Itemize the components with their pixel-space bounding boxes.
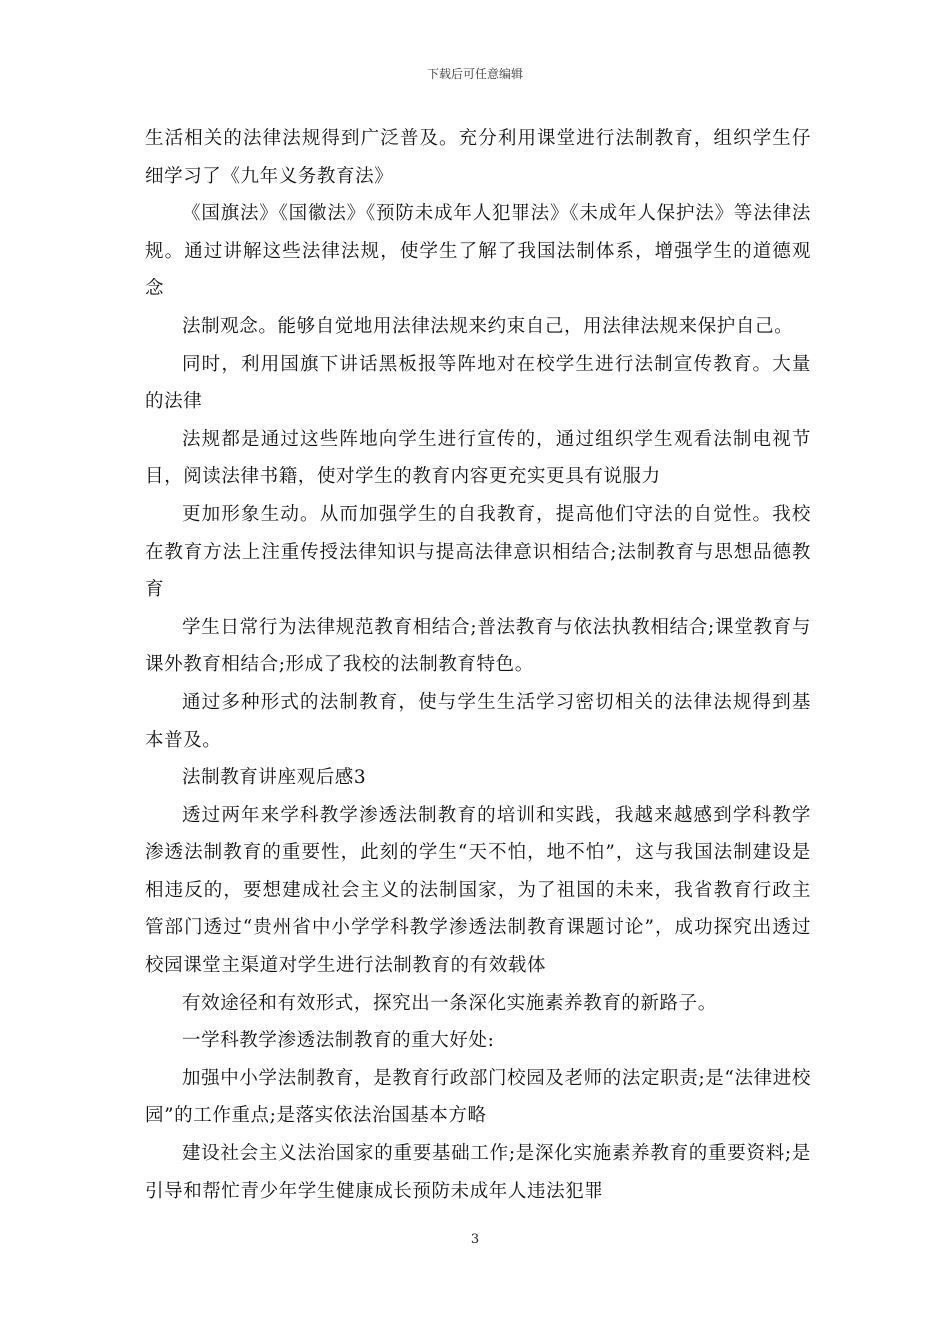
paragraph: 加强中小学法制教育，是教育行政部门校园及老师的法定职责;是“法律进校园”的工作重点;是落实依法治国基本方略 <box>145 1067 811 1127</box>
paragraph: 生活相关的法律法规得到广泛普及。充分利用课堂进行法制教育，组织学生仔细学习了《九年义务教育法》 <box>145 128 811 187</box>
paragraph: 有效途径和有效形式，探究出一条深化实施素养教育的新路子。 <box>182 992 717 1014</box>
page-header: 下载后可任意编辑 <box>426 67 523 81</box>
paragraph: 同时，利用国旗下讲话黑板报等阵地对在校学生进行法制宣传教育。大量的法律 <box>145 353 811 413</box>
document-body <box>145 120 811 1210</box>
section-heading: 法制教育讲座观后感3 <box>182 767 367 789</box>
paragraph: 建设社会主义法治国家的重要基础工作;是深化实施素养教育的重要资料;是引导和帮忙青少年学生健康成长预防未成年人违法犯罪 <box>145 1143 811 1202</box>
paragraph: 法制观念。能够自觉地用法律法规来约束自己，用法律法规来保护自己。 <box>182 315 794 337</box>
paragraph: 学生日常行为法律规范教育相结合;普法教育与依法执教相结合;课堂教育与课外教育相结合;形成了我校的法制教育特色。 <box>145 616 811 676</box>
paragraph: 透过两年来学科教学渗透法制教育的培训和实践，我越来越感到学科教学渗透法制教育的重要性，此刻的学生“天不怕，地不怕”，这与我国法制建设是相违反的，要想建成社会主义的法制国家，为了祖国的未来，我省教育行政主管部门透过“贵州省中小学学科教学渗透法制教育课题讨论”，成功探究出透过校园课堂主渠道对学生进行法制教育的有效载体 <box>145 804 811 977</box>
paragraph: 通过多种形式的法制教育，使与学生生活学习密切相关的法律法规得到基本普及。 <box>145 691 811 751</box>
paragraph: 《国旗法》《国徽法》《预防未成年人犯罪法》《未成年人保护法》等法律法规。通过讲解这些法律法规，使学生了解了我国法制体系，增强学生的道德观念 <box>145 203 811 300</box>
paragraph: 更加形象生动。从而加强学生的自我教育，提高他们守法的自觉性。我校在教育方法上注重传授法律知识与提高法律意识相结合;法制教育与思想品德教育 <box>145 503 811 601</box>
paragraph: 一学科教学渗透法制教育的重大好处: <box>182 1030 495 1052</box>
page-number: 3 <box>470 1232 480 1247</box>
paragraph: 法规都是通过这些阵地向学生进行宣传的，通过组织学生观看法制电视节目，阅读法律书籍，使对学生的教育内容更充实更具有说服力 <box>145 428 811 488</box>
